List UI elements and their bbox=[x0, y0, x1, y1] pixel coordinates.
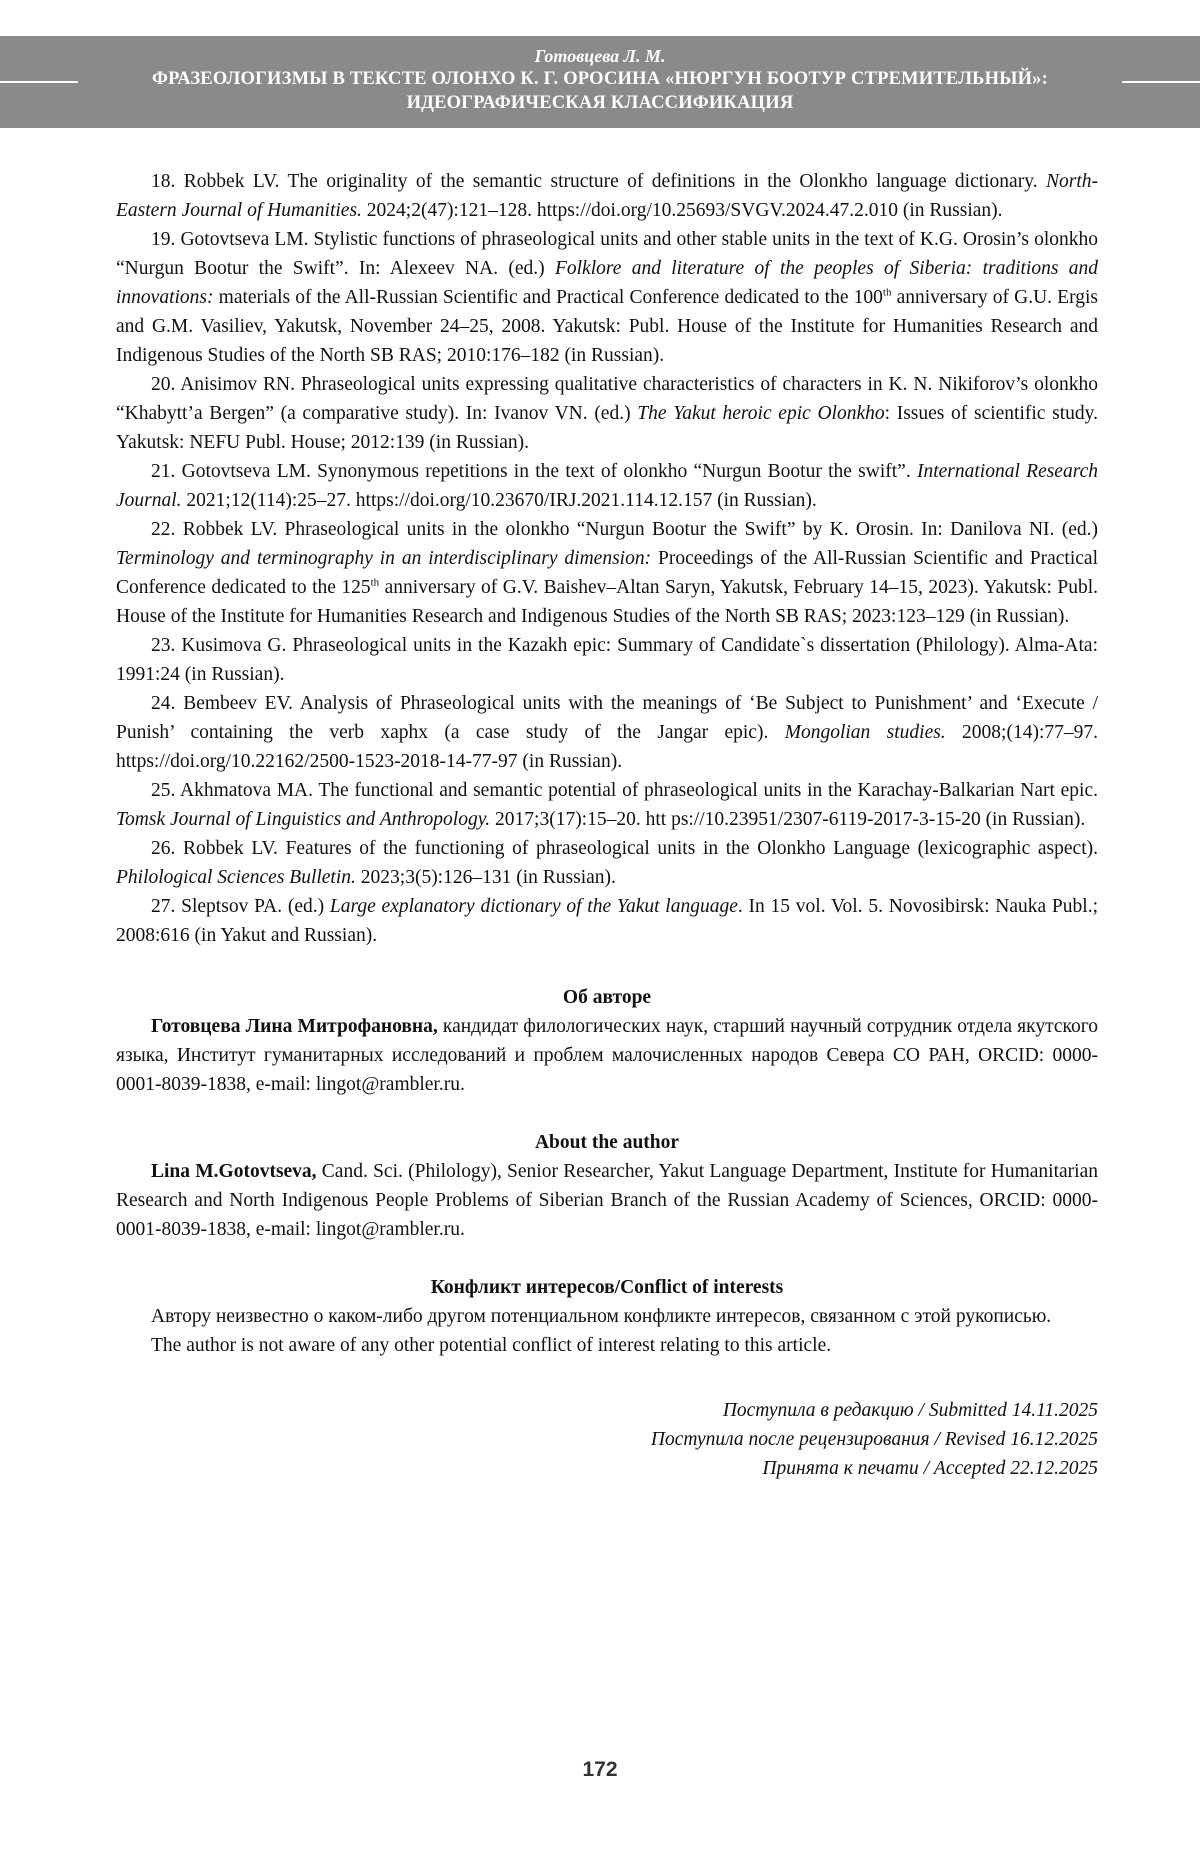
conflict-text-ru: Автору неизвестно о каком-либо другом потенциальном конфликте интересов, связанном с этой рукописью. bbox=[151, 1306, 1052, 1327]
date-submitted: Поступила в редакцию / Submitted 14.11.2025 bbox=[722, 1400, 1098, 1421]
reference-19: 19. Gotovtseva LM. Stylistic functions of phraseological units and other stable units in the text of K.G. Orosin’s olonkho “Nurgun Bootur the Swift”. In: Alexeev NA. (ed.) Folklore and literature of the peoples of Siberia: traditions and innovations: materials of the All-Russian Scientific and Practical Conference dedicated to the 100th anniversary of G.U. Ergis and G.M. Vasiliev, Yakutsk, November 24–25, 2008. Yakutsk: Publ. House of the Institute for Humanities Research and Indigenous Studies of the North SB RAS; 2010:176–182 (in Russian). bbox=[116, 229, 1098, 366]
header-rule-left bbox=[0, 81, 78, 83]
date-accepted: Принята к печати / Accepted 22.12.2025 bbox=[762, 1458, 1098, 1479]
reference-21: 21. Gotovtseva LM. Synonymous repetitions in the text of olonkho “Nurgun Bootur the swift”. International Research Journal. 2021;12(114):25–27. https://doi.org/10.23670/IRJ.2021.114.12.157 (in Russian). bbox=[116, 461, 1098, 511]
reference-20: 20. Anisimov RN. Phraseological units expressing qualitative characteristics of characters in K. N. Nikiforov’s olonkho “Khabytt’a Bergen” (a comparative study). In: Ivanov VN. (ed.) The Yakut heroic epic Olonkho: Issues of scientific study. Yakutsk: NEFU Publ. House; 2012:139 (in Russian). bbox=[116, 374, 1098, 453]
about-author-ru-text: Готовцева Лина Митрофановна, кандидат филологических наук, старший научный сотрудник отдела якутского языка, Институт гуманитарных исследований и проблем малочисленных народов Севера СО РАН, ORCID: 0000-0001-8039-1838, e-mail: lingot@rambler.ru. bbox=[116, 1016, 1098, 1095]
reference-18: 18. Robbek LV. The originality of the semantic structure of definitions in the Olonkho language dictionary. North-Eastern Journal of Humanities. 2024;2(47):121–128. https://doi.org/10.25693/SVGV.2024.47.2.010 (in Russian). bbox=[116, 171, 1098, 221]
header-rule-right bbox=[1122, 81, 1200, 83]
about-author-ru-title: Об авторе bbox=[562, 987, 652, 1008]
header-title-line2: ИДЕОГРАФИЧЕСКАЯ КЛАССИФИКАЦИЯ bbox=[406, 93, 794, 113]
reference-26: 26. Robbek LV. Features of the functioning of phraseological units in the Olonkho Language (lexicographic aspect). Philological Sciences Bulletin. 2023;3(5):126–131 (in Russian). bbox=[116, 838, 1098, 888]
page-content bbox=[116, 167, 1098, 1483]
running-header bbox=[0, 36, 1200, 128]
about-author-en-title: About the author bbox=[534, 1132, 680, 1153]
about-author-en-text: Lina M.Gotovtseva, Cand. Sci. (Philology), Senior Researcher, Yakut Language Department, Institute for Humanitarian Research and North Indigenous People Problems of Siberian Branch of the Russian Academy of Sciences, ORCID: 0000-0001-8039-1838, e-mail: lingot@rambler.ru. bbox=[116, 1161, 1098, 1240]
date-revised: Поступила после рецензирования / Revised 16.12.2025 bbox=[650, 1429, 1098, 1450]
page-number: 172 bbox=[582, 1758, 618, 1781]
reference-23: 23. Kusimova G. Phraseological units in the Kazakh epic: Summary of Candidate`s dissertation (Philology). Alma-Ata: 1991:24 (in Russian). bbox=[116, 635, 1098, 685]
reference-27: 27. Sleptsov PA. (ed.) Large explanatory dictionary of the Yakut language. In 15 vol. Vol. 5. Novosibirsk: Nauka Publ.; 2008:616 (in Yakut and Russian). bbox=[116, 896, 1098, 946]
conflict-text-en: The author is not aware of any other potential conflict of interest relating to this article. bbox=[151, 1335, 832, 1356]
header-title-line1: ФРАЗЕОЛОГИЗМЫ В ТЕКСТЕ ОЛОНХО К. Г. ОРОСИНА «НЮРГУН БООТУР СТРЕМИТЕЛЬНЫЙ»: bbox=[152, 69, 1048, 89]
header-author: Готовцева Л. М. bbox=[534, 46, 666, 66]
reference-24: 24. Bembeev EV. Analysis of Phraseological units with the meanings of ‘Be Subject to Punishment’ and ‘Execute / Punish’ containing the verb xaphx (a case study of the Jangar epic). Mongolian studies. 2008;(14):77–97. https://doi.org/10.22162/2500-1523-2018-14-77-97 (in Russian). bbox=[116, 693, 1098, 772]
reference-22: 22. Robbek LV. Phraseological units in the olonkho “Nurgun Bootur the Swift” by K. Orosin. In: Danilova NI. (ed.) Terminology and terminography in an interdisciplinary dimension: Proceedings of the All-Russian Scientific and Practical Conference dedicated to the 125th anniversary of G.V. Baishev–Altan Saryn, Yakutsk, February 14–15, 2023). Yakutsk: Publ. House of the Institute for Humanities Research and Indigenous Studies of the North SB RAS; 2023:123–129 (in Russian). bbox=[116, 519, 1098, 627]
conflict-title: Конфликт интересов/Conflict of interests bbox=[430, 1277, 784, 1298]
reference-25: 25. Akhmatova MA. The functional and semantic potential of phraseological units in the Karachay-Balkarian Nart epic. Tomsk Journal of Linguistics and Anthropology. 2017;3(17):15–20. htt ps://10.23951/2307-6119-2017-3-15-20 (in Russian). bbox=[116, 780, 1098, 830]
